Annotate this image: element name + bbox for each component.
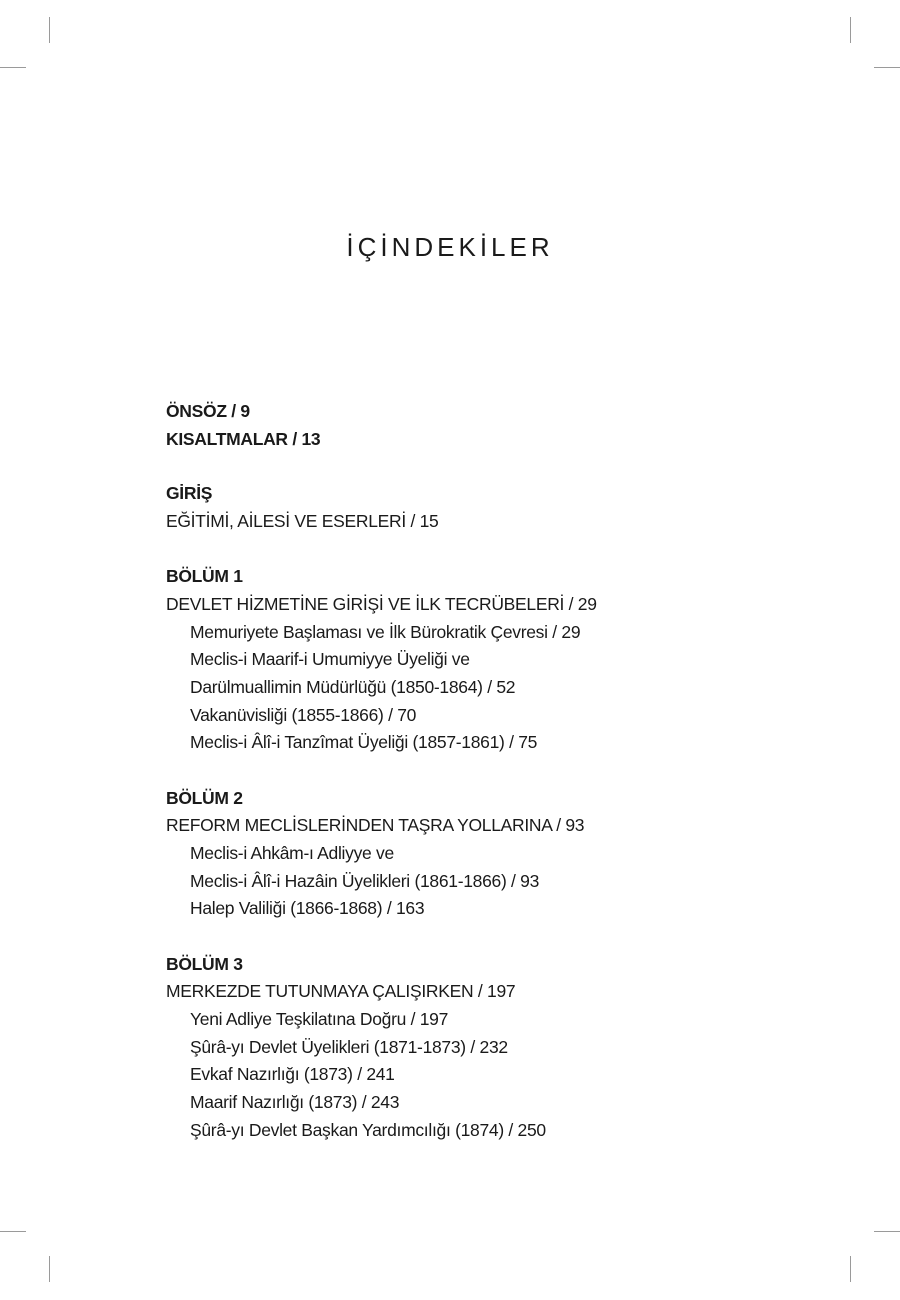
intro-heading: GİRİŞ	[166, 483, 213, 504]
crop-mark	[874, 1231, 900, 1232]
section-entry: Maarif Nazırlığı (1873) / 243	[190, 1091, 400, 1112]
section-entry: Yeni Adliye Teşkilatına Doğru / 197	[190, 1008, 449, 1029]
section-entry: Halep Valiliği (1866-1868) / 163	[190, 898, 425, 919]
intro-title: EĞİTİMİ, AİLESİ VE ESERLERİ / 15	[166, 511, 439, 532]
section-entry: Meclis-i Ahkâm-ı Adliyye ve	[190, 842, 394, 863]
section-entry: Meclis-i Âlî-i Tanzîmat Üyeliği (1857-1861) / 75	[190, 732, 538, 753]
chapter-title: DEVLET HİZMETİNE GİRİŞİ VE İLK TECRÜBELERİ / 29	[166, 593, 597, 614]
chapter-heading: BÖLÜM 2	[166, 787, 243, 808]
table-of-contents	[166, 398, 806, 1144]
crop-mark	[0, 1231, 26, 1232]
page-title: İÇİNDEKİLER	[346, 232, 554, 262]
section-entry: Meclis-i Âlî-i Hazâin Üyelikleri (1861-1866) / 93	[190, 870, 540, 891]
section-entry: Şûrâ-yı Devlet Üyelikleri (1871-1873) / 232	[190, 1036, 508, 1057]
chapter-heading: BÖLÜM 3	[166, 953, 243, 974]
crop-mark	[49, 17, 50, 43]
chapter-heading: BÖLÜM 1	[166, 566, 243, 587]
crop-mark	[49, 1256, 50, 1282]
section-entry: Vakanüvisliği (1855-1866) / 70	[190, 704, 417, 725]
crop-mark	[874, 67, 900, 68]
section-entry: Evkaf Nazırlığı (1873) / 241	[190, 1064, 395, 1085]
section-entry: Meclis-i Maarif-i Umumiyye Üyeliği ve	[190, 649, 470, 670]
chapter-title: REFORM MECLİSLERİNDEN TAŞRA YOLLARINA / 93	[166, 815, 585, 836]
chapter-title: MERKEZDE TUTUNMAYA ÇALIŞIRKEN / 197	[166, 981, 516, 1002]
toc-entry-abbreviations: KISALTMALAR / 13	[166, 428, 321, 449]
toc-entry-preface: ÖNSÖZ / 9	[166, 401, 250, 421]
section-entry: Darülmuallimin Müdürlüğü (1850-1864) / 52	[190, 677, 516, 697]
crop-mark	[850, 17, 851, 43]
crop-mark	[850, 1256, 851, 1282]
section-entry: Memuriyete Başlaması ve İlk Bürokratik Çevresi / 29	[190, 621, 581, 642]
section-entry: Şûrâ-yı Devlet Başkan Yardımcılığı (1874) / 250	[190, 1119, 546, 1140]
crop-mark	[0, 67, 26, 68]
